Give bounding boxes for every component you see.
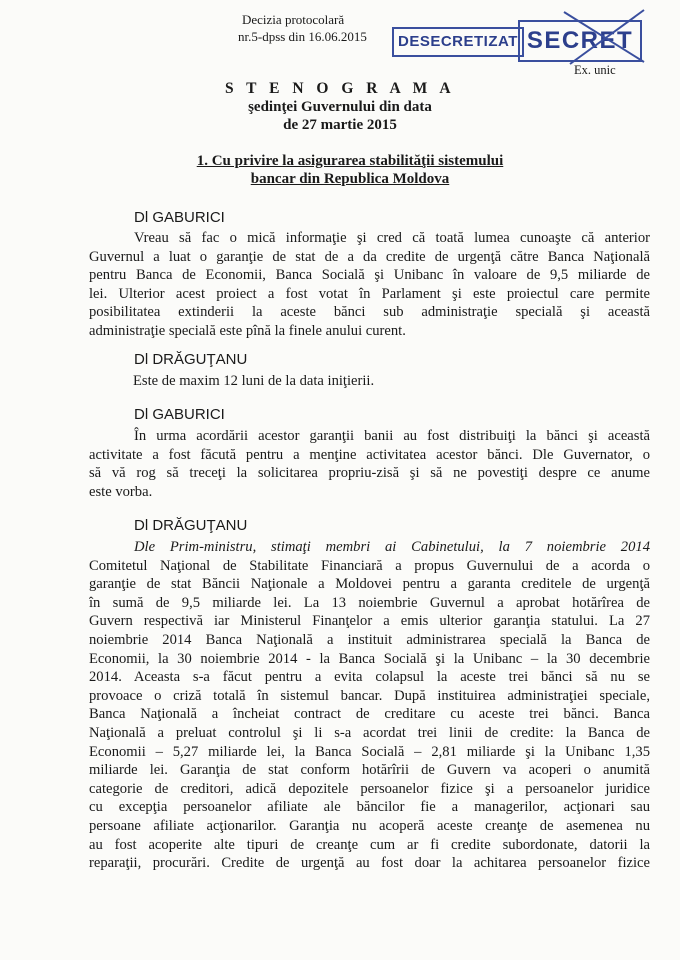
speech-line: în sumă de 9,5 miliarde lei. La 13 noiembrie Guvernul a aprobat hotărîrea de (89, 594, 650, 611)
document-title: S T E N O G R A M A (224, 80, 456, 97)
speech-line: activitate a fost făcută pentru a menţine activitatea acestor bănci. Dle Guvernator, o (89, 446, 650, 463)
declassification-decision-note (238, 11, 367, 45)
decision-line-2: nr.5-dpss din 16.06.2015 (238, 29, 367, 44)
speech-line: Guvern respectivă iar Ministerul Finanţelor a emis ulterior garanţia statului. La 27 (89, 613, 650, 630)
secret-stamp: SECRET (518, 20, 642, 62)
speech-line: Este de maxim 12 luni de la data iniţierii. (133, 373, 375, 389)
speech-line: Banca Naţională a încheiat contract de creditare cu aceste trei bănci. Banca (89, 706, 650, 723)
agenda-item-heading-line-2: bancar din Republica Moldova (250, 171, 450, 187)
speech-paragraph (89, 229, 650, 341)
copy-note: Ex. unic (574, 63, 616, 77)
speech-line: garanţie de stat Băncii Naţionale a Moldovei pentru a garanta creditele de urgenţă (89, 576, 650, 593)
speech-line: provoace o criză totală în sistemul bancar. După instituirea administraţiei speciale, (89, 687, 650, 704)
document-subtitle-line-2: de 27 martie 2015 (283, 117, 397, 133)
speech-line: au fost acoperite alte tipuri de creanţe cum ar fi credite subordonate, datorii la (89, 836, 650, 853)
speech-paragraph (89, 427, 650, 501)
speech-line: Naţională a preluat controlul şi li s-a acordat trei linii de credite: la Banca de (89, 724, 650, 741)
speech-paragraph (89, 538, 650, 873)
speech-line: Guvernul a luat o garanţie de stat de a da credite de urgenţă către Banca Naţională (89, 248, 650, 265)
speech-line: Economii, la 30 noiembrie 2014 - la Banca Socială şi la Unibanc – la 30 decembrie (89, 650, 650, 667)
speech-line: Vreau să fac o mică informaţie şi cred că toată lumea cunoaşte că anterior (134, 230, 650, 246)
speech-line: Economii – 5,27 miliarde lei, la Banca Socială – 2,81 miliarde şi la Unibanc 1,35 (89, 743, 650, 760)
speech-line: cu excepţia persoanelor afiliate ale băncilor fie a managerilor, acţionari sau (89, 799, 650, 816)
speech-line: Dle Prim-ministru, stimaţi membri ai Cabinetului, la 7 noiembrie 2014 (134, 539, 650, 555)
declassified-stamp: DESECRETIZAT (392, 27, 524, 57)
speech-line: reparaţii, procurări. Credite de urgenţă au fost doar la achitarea persoanelor fizice (89, 855, 650, 872)
speech-line: Comitetul Naţional de Stabilitate Financiară a propus Guvernului de a acorda o (89, 557, 650, 574)
speech-line: să vă rog să treceţi la solicitarea propriu-zisă şi să ne povestiţi despre ce anume (89, 465, 650, 482)
speech-line: posibilitatea extinderii la aceste bănci sub administraţie specială şi această (89, 304, 650, 321)
speech-line: pentru Banca de Economii, Banca Socială şi Unibanc în valoare de 9,5 miliarde de (89, 267, 650, 284)
speech-paragraph (133, 372, 650, 391)
decision-line-1: Decizia protocolară (242, 12, 345, 27)
speaker-name: Dl GABURICI (134, 406, 225, 423)
strike-through-mark (560, 6, 650, 66)
speech-line: miliarde lei. Garanţia de stat conform hotărîrii de Guvern va acoperi o anumită (89, 762, 650, 779)
speech-line: noiembrie 2014 Banca Naţională a instituit administrarea specială la Banca de (89, 631, 650, 648)
speech-line: administraţie specială este pînă la finele anului curent. (89, 322, 406, 339)
agenda-item-heading-line-1: 1. Cu privire la asigurarea stabilităţii sistemului (196, 153, 504, 169)
speech-line: persoane afiliate acţionarilor. Garanţia nu acoperă aceste creanţe de asemenea nu (89, 817, 650, 834)
document-subtitle-line-1: şedinţei Guvernului din data (248, 99, 432, 115)
speaker-name: Dl DRĂGUŢANU (134, 351, 248, 368)
speech-line: este vorba. (89, 483, 153, 500)
speaker-name: Dl DRĂGUŢANU (134, 517, 248, 534)
speech-line: categorie de creditori, adică depozitele persoanelor fizice şi a persoanelor juridice (89, 780, 650, 797)
speech-line: În urma acordării acestor garanţii banii au fost distribuiţi la bănci şi această (134, 428, 650, 444)
speech-line: 2014. Aceasta s-a făcut pentru a evita colapsul la aceste trei bănci să nu se (89, 669, 650, 686)
speech-line: lei. Ulterior acest proiect a fost votat în Parlament şi este proiectul care permite (89, 285, 650, 302)
speaker-name: Dl GABURICI (134, 209, 225, 226)
